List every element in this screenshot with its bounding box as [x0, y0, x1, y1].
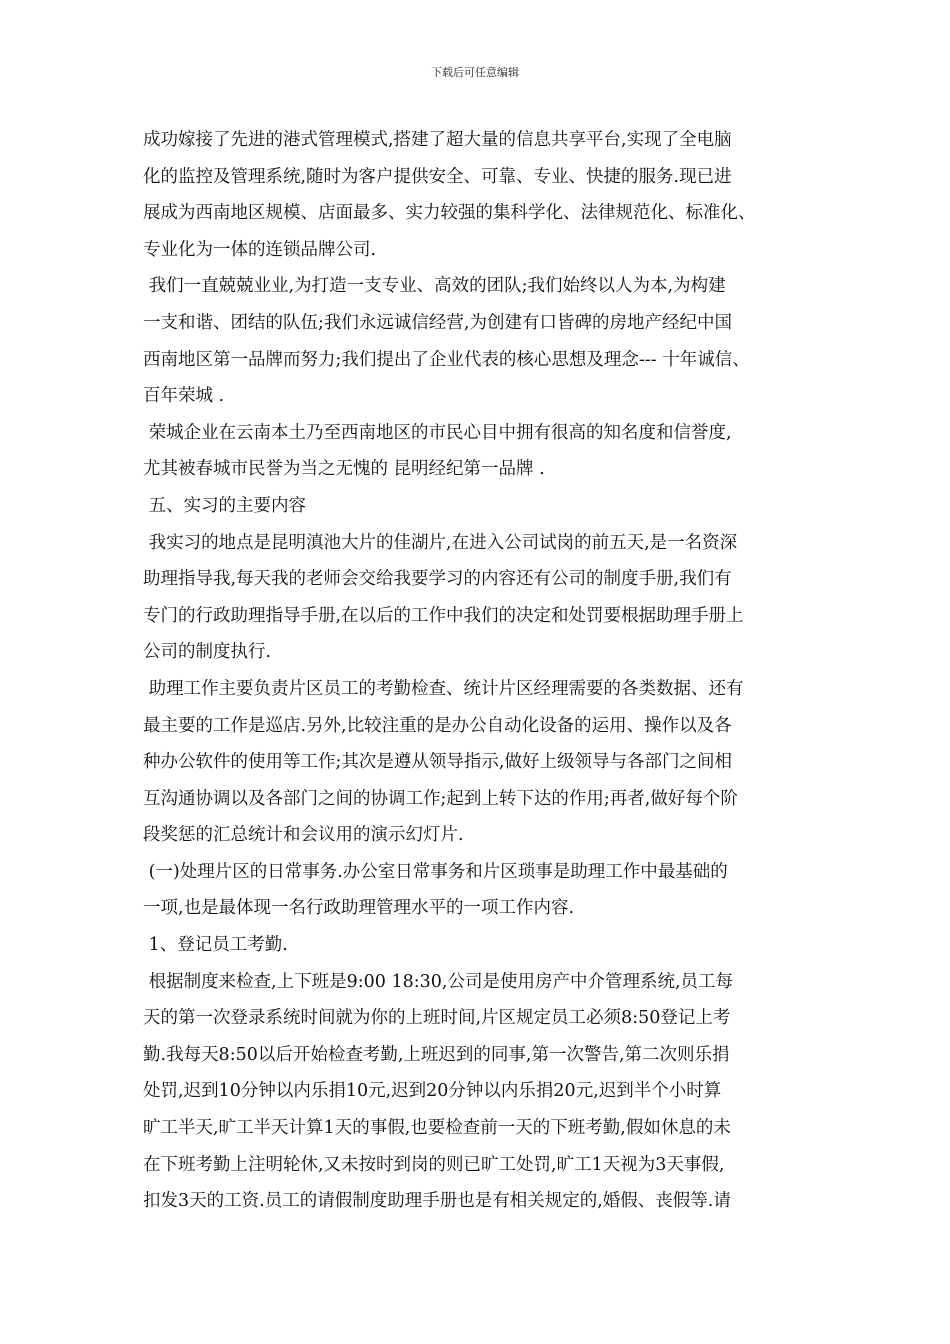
text-line: 公司的制度执行.: [143, 642, 272, 663]
page-header: 下载后可任意编辑: [431, 66, 519, 79]
text-line: 五、实习的主要内容: [143, 495, 307, 516]
text-line: 展成为西南地区规模、店面最多、实力较强的集科学化、法律规范化、标准化、: [143, 203, 756, 224]
text-line: 扣发3天的工资.员工的请假制度助理手册也是有相关规定的,婚假、丧假等.请: [143, 1191, 731, 1212]
text-line: 我们一直兢兢业业,为打造一支专业、高效的团队;我们始终以人为本,为构建: [143, 276, 726, 297]
text-line: 段奖惩的汇总统计和会议用的演示幻灯片.: [143, 825, 464, 846]
text-line: 旷工半天,旷工半天计算1天的事假,也要检查前一天的下班考勤,假如休息的未: [143, 1118, 731, 1139]
text-line: 尤其被春城市民誉为当之无愧的 昆明经纪第一品牌 .: [143, 459, 545, 480]
text-line: 最主要的工作是巡店.另外,比较注重的是办公自动化设备的运用、操作以及各: [143, 715, 732, 736]
text-line: 我实习的地点是昆明滇池大片的佳湖片,在进入公司试岗的前五天,是一名资深: [143, 532, 738, 553]
text-line: 天的第一次登录系统时间就为你的上班时间,片区规定员工必须8:50登记上考: [143, 1008, 731, 1029]
text-line: 百年荣城 .: [143, 386, 225, 407]
text-line: 1、登记员工考勤.: [143, 935, 288, 956]
text-line: 处罚,迟到10分钟以内乐捐10元,迟到20分钟以内乐捐20元,迟到半个小时算: [143, 1081, 722, 1102]
text-line: 在下班考勤上注明轮休,又未按时到岗的则已旷工处罚,旷工1天视为3天事假,: [143, 1154, 725, 1175]
text-line: 成功嫁接了先进的港式管理模式,搭建了超大量的信息共享平台,实现了全电脑: [143, 130, 732, 150]
text-line: 荣城企业在云南本土乃至西南地区的市民心目中拥有很高的知名度和信誉度,: [143, 422, 732, 443]
text-line: 一项,也是最体现一名行政助理管理水平的一项工作内容.: [143, 898, 575, 919]
document-body: [143, 122, 823, 1220]
text-line: 西南地区第一品牌而努力;我们提出了企业代表的核心思想及理念--- 十年诚信、: [143, 349, 750, 370]
text-line: 根据制度来检查,上下班是9:00 18:30,公司是使用房产中介管理系统,员工每: [143, 971, 734, 992]
text-line: 种办公软件的使用等工作;其次是遵从领导指示,做好上级领导与各部门之间相: [143, 752, 732, 773]
text-line: 互沟通协调以及各部门之间的协调工作;起到上转下达的作用;再者,做好每个阶: [143, 788, 738, 809]
text-line: 一支和谐、团结的队伍;我们永远诚信经营,为创建有口皆碑的房地产经纪中国: [143, 312, 732, 333]
text-line: 助理指导我,每天我的老师会交给我要学习的内容还有公司的制度手册,我们有: [143, 569, 732, 590]
text-line: 助理工作主要负责片区员工的考勤检查、统计片区经理需要的各类数据、还有: [143, 678, 744, 699]
text-line: (一)处理片区的日常事务.办公室日常事务和片区琐事是助理工作中最基础的: [143, 861, 728, 882]
text-line: 化的监控及管理系统,随时为客户提供安全、可靠、专业、快捷的服务.现已进: [143, 166, 732, 187]
text-line: 勤.我每天8:50以后开始检查考勤,上班迟到的同事,第一次警告,第二次则乐捐: [143, 1044, 730, 1065]
text-line: 专门的行政助理指导手册,在以后的工作中我们的决定和处罚要根据助理手册上: [143, 605, 744, 626]
text-line: 专业化为一体的连锁品牌公司.: [143, 239, 377, 260]
